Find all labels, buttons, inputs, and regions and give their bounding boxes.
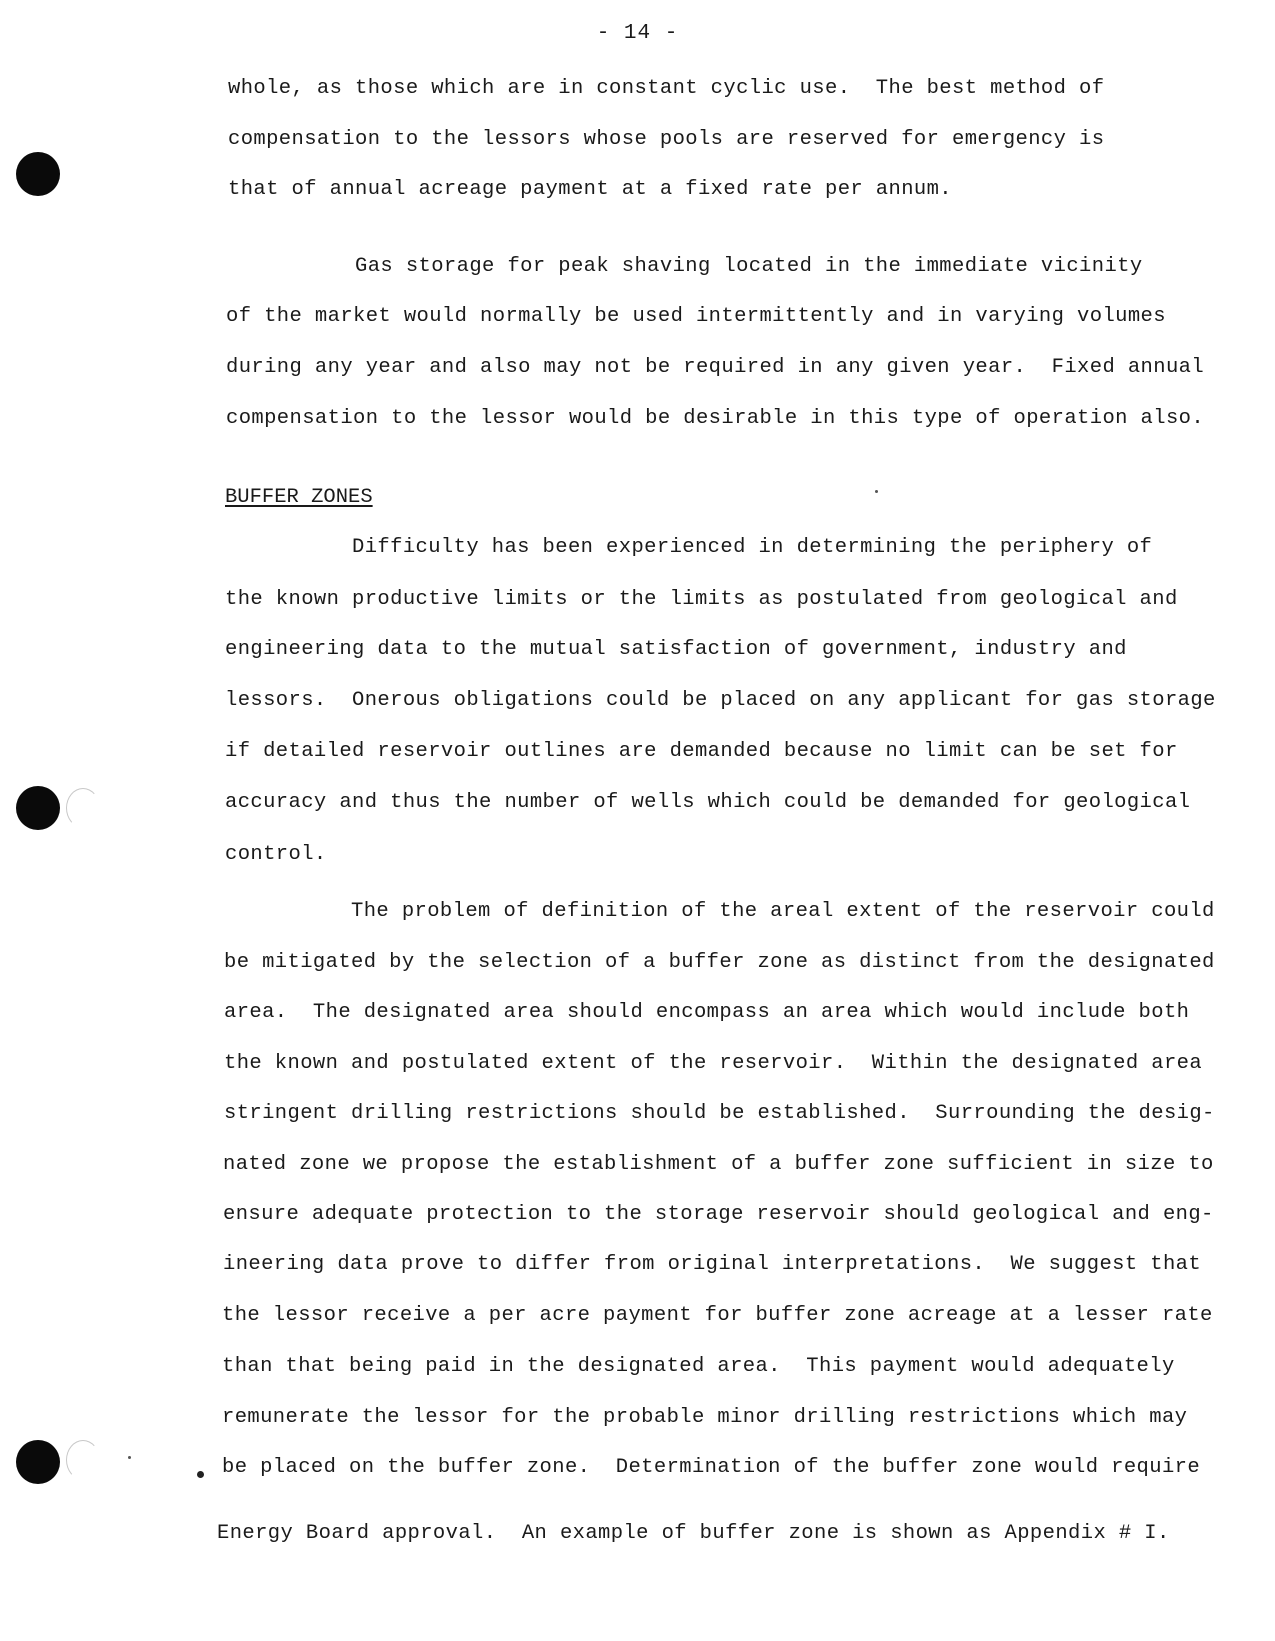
text-line: nated zone we propose the establishment of a buffer zone sufficient in size to xyxy=(223,1153,1214,1176)
text-line: the lessor receive a per acre payment for buffer zone acreage at a lesser rate xyxy=(222,1304,1213,1327)
text-line: of the market would normally be used intermittently and in varying volumes xyxy=(226,305,1166,328)
punch-hole-middle-ring xyxy=(66,788,100,828)
text-line: accuracy and thus the number of wells which could be demanded for geological xyxy=(225,791,1191,814)
text-line: the known productive limits or the limits as postulated from geological and xyxy=(225,588,1178,611)
punch-hole-bottom-ring xyxy=(66,1440,100,1480)
text-line: ineering data prove to differ from original interpretations. We suggest that xyxy=(223,1253,1202,1276)
page-number: - 14 - xyxy=(596,22,679,45)
punch-hole-bottom xyxy=(16,1440,60,1484)
text-line: remunerate the lessor for the probable minor drilling restrictions which may xyxy=(222,1406,1188,1429)
text-line: compensation to the lessors whose pools are reserved for emergency is xyxy=(228,128,1105,151)
text-line: the known and postulated extent of the reservoir. Within the designated area xyxy=(224,1052,1203,1075)
text-line: area. The designated area should encompass an area which would include both xyxy=(224,1001,1190,1024)
text-line: be mitigated by the selection of a buffer zone as distinct from the designated xyxy=(224,951,1215,974)
text-line: lessors. Onerous obligations could be placed on any applicant for gas storage xyxy=(225,689,1216,712)
text-line: than that being paid in the designated area. This payment would adequately xyxy=(222,1355,1175,1378)
text-line: ensure adequate protection to the storage reservoir should geological and eng- xyxy=(223,1203,1214,1226)
text-line: whole, as those which are in constant cyclic use. The best method of xyxy=(228,77,1105,100)
text-line: engineering data to the mutual satisfaction of government, industry and xyxy=(225,638,1127,661)
text-line: Gas storage for peak shaving located in the immediate vicinity xyxy=(228,255,1143,278)
text-line: The problem of definition of the areal extent of the reservoir could xyxy=(224,900,1215,923)
text-line: stringent drilling restrictions should be established. Surrounding the desig- xyxy=(224,1102,1215,1125)
section-heading: BUFFER ZONES xyxy=(225,486,373,509)
speck xyxy=(128,1456,131,1459)
margin-mark xyxy=(197,1471,204,1478)
text-line: Energy Board approval. An example of buffer zone is shown as Appendix # I. xyxy=(217,1522,1170,1545)
text-line: during any year and also may not be required in any given year. Fixed annual xyxy=(226,356,1205,379)
text-line: compensation to the lessor would be desirable in this type of operation also. xyxy=(226,407,1205,430)
punch-hole-middle xyxy=(16,786,60,830)
text-line: Difficulty has been experienced in determining the periphery of xyxy=(225,536,1153,559)
text-line: control. xyxy=(225,843,327,866)
punch-hole-top xyxy=(16,152,60,196)
speck xyxy=(875,490,878,493)
text-line: be placed on the buffer zone. Determination of the buffer zone would require xyxy=(222,1456,1201,1479)
text-line: if detailed reservoir outlines are demanded because no limit can be set for xyxy=(225,740,1178,763)
text-line: that of annual acreage payment at a fixed rate per annum. xyxy=(228,178,953,201)
